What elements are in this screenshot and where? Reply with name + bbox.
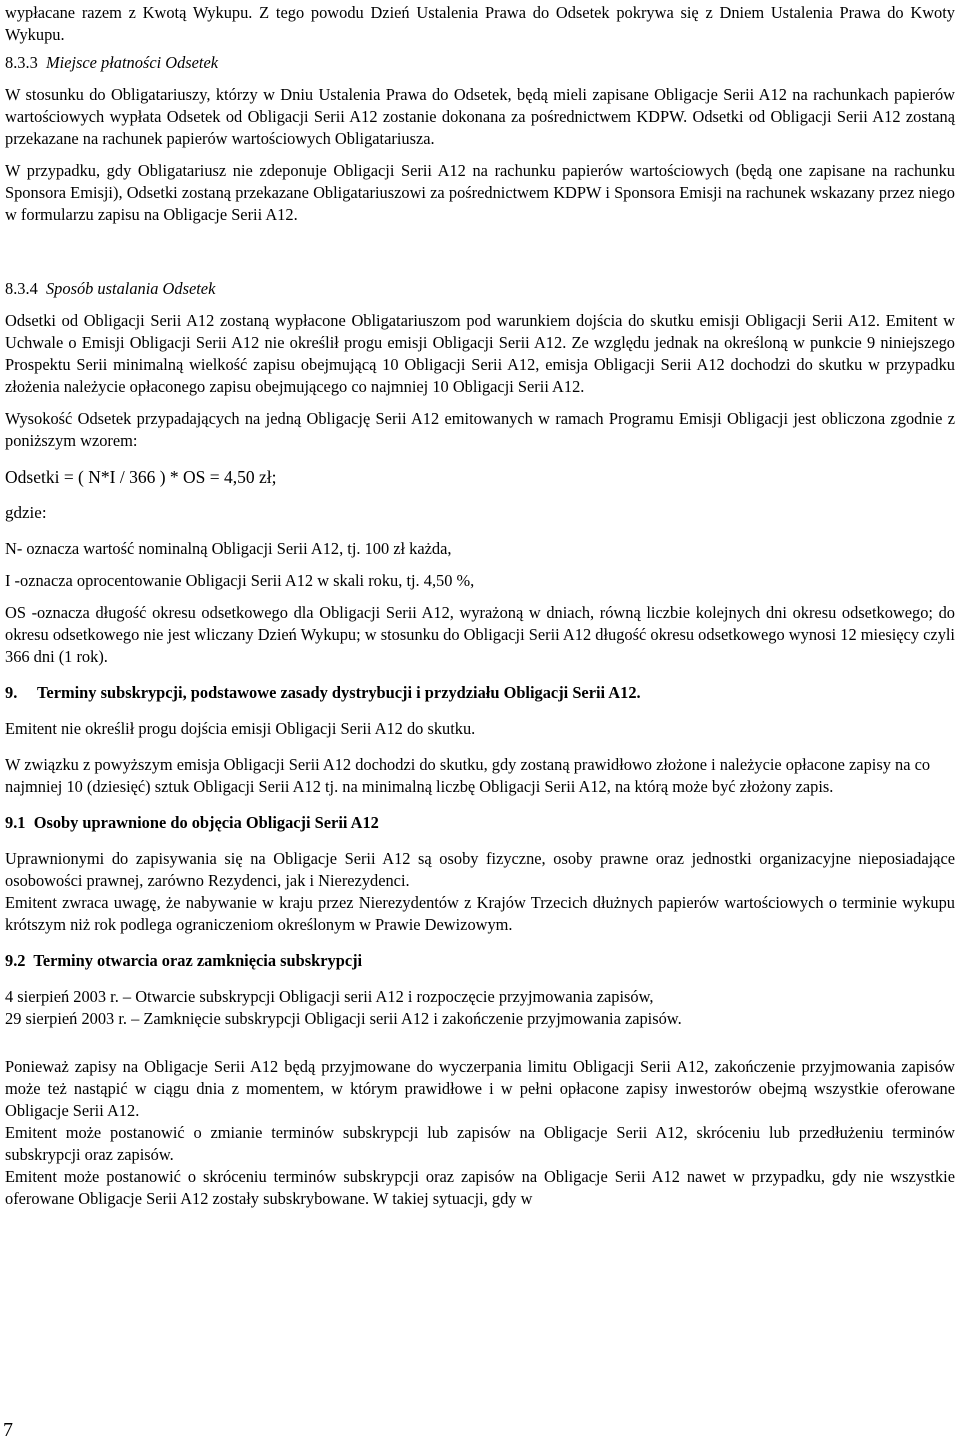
paragraph-eligible-persons: Uprawnionymi do zapisywania się na Obligacje Serii A12 są osoby fizyczne, osoby prawne oraz jednostki organizacyjne nieposiadające osobowości prawnej, zarówno Rezydenci, jak i Nierezydenci. [5,849,955,890]
section-heading-8-3-4 [5,278,955,300]
paragraph-no-threshold: Emitent nie określił progu dojścia emisji Obligacji Serii A12 do skutku. [5,719,476,738]
paragraph-change-terms: Emitent może postanowić o zmianie terminów subskrypcji lub zapisów na Obligacje Serii A12, skróceniu lub przedłużeniu terminów subskrypcji oraz zapisów. [5,1123,955,1164]
paragraph-intro: wypłacane razem z Kwotą Wykupu. Z tego powodu Dzień Ustalenia Prawa do Odsetek pokrywa się z Dniem Ustalenia Prawa do Kwoty Wykupu. [5,3,955,44]
paragraph-issue-success: W związku z powyższym emisja Obligacji Serii A12 dochodzi do skutku, gdy zostaną prawidłowo złożone i należycie opłacone zapisy na co najmniej 10 (dziesięć) sztuk Obligacji Serii A12 tj. na minimalną liczbę Obligacji Serii A12, na którą może być złożony zapis. [5,755,931,796]
section-heading-9 [5,682,955,704]
section-heading-9-2 [5,950,955,972]
section-heading-8-3-3 [5,52,955,74]
section-number: 9.1 [5,813,26,832]
section-title: Miejsce płatności Odsetek [45,53,219,72]
paragraph-interest-amount: Wysokość Odsetek przypadających na jedną Obligację Serii A12 emitowanych w ramach Programu Emisji Obligacji jest obliczona zgodnie z poniższym wzorem: [5,409,955,450]
section-number: 8.3.4 [5,279,38,298]
section-title: Terminy otwarcia oraz zamknięcia subskrypcji [33,951,363,970]
section-number: 9.2 [5,951,26,970]
page-number: 7 [3,1419,13,1441]
paragraph-no-deposit: W przypadku, gdy Obligatariusz nie zdeponuje Obligacji Serii A12 na rachunku papierów wartościowych (będą one zapisane na rachunku Sponsora Emisji), Odsetki zostaną przekazane Obligatariuszowi za pośrednictwem KDPW i Sponsora Emisji na rachunek wskazany przez niego w formularzu zapisu na Obligacje Serii A12. [5,161,955,224]
section-title: Sposób ustalania Odsetek [45,279,216,298]
definition-i: I -oznacza oprocentowanie Obligacji Serii A12 w skali roku, tj. 4,50 %, [5,571,475,590]
paragraph-payment-place: W stosunku do Obligatariuszy, którzy w Dniu Ustalenia Prawa do Odsetek, będą mieli zapisane Obligacje Serii A12 na rachunkach papierów wartościowych wypłata Odsetek od Obligacji Serii A12 zostanie dokonana za pośrednictwem KDPW. Odsetki od Obligacji Serii A12 zostaną przekazane na rachunek papierów wartościowych Obligatariusza. [5,85,955,148]
document-page [5,0,955,1210]
paragraph-non-residents: Emitent zwraca uwagę, że nabywanie w kraju przez Nierezydentów z Krajów Trzecich dłużnych papierów wartościowych o terminie wykupu krótszym niż rok podlega ograniczeniom określonym w Prawie Dewizowym. [5,893,955,934]
definition-n: N- oznacza wartość nominalną Obligacji Serii A12, tj. 100 zł każda, [5,539,452,558]
definition-os: OS -oznacza długość okresu odsetkowego dla Obligacji Serii A12, wyrażoną w dniach, równą liczbie kolejnych dni okresu odsetkowego; do okresu odsetkowego nie jest wliczany Dzień Wykupu; w stosunku do Obligacji Serii A12 długość okresu odsetkowego wynosi 12 miesięcy czyli 366 dni (1 rok). [5,603,955,666]
paragraph-interest-conditions: Odsetki od Obligacji Serii A12 zostaną wypłacone Obligatariuszom pod warunkiem dojścia do skutku emisji Obligacji Serii A12. Emitent w Uchwale o Emisji Obligacji Serii A12 nie określił progu emisji Obligacji Serii A12. Ze względu jednak na określoną w punkcie 9 niniejszego Prospektu Serii minimalną wielkość zapisu obejmującą 10 Obligacji Serii A12, emisja Obligacji Serii A12 dochodzi do skutku w przypadku złożenia należycie opłaconego zapisu obejmującego co najmniej 10 Obligacji Serii A12. [5,311,955,396]
section-number: 9. [5,683,18,702]
section-title: Osoby uprawnione do objęcia Obligacji Serii A12 [33,813,379,832]
section-title: Terminy subskrypcji, podstawowe zasady dystrybucji i przydziału Obligacji Serii A12. [37,683,641,702]
date-closing: 29 sierpień 2003 r. – Zamknięcie subskrypcji Obligacji serii A12 i zakończenie przyjmowania zapisów. [5,1009,682,1028]
interest-formula: Odsetki = ( N*I / 366 ) * OS = 4,50 zł; [5,467,277,487]
section-number: 8.3.3 [5,53,38,72]
paragraph-shorten-terms: Emitent może postanowić o skróceniu terminów subskrypcji oraz zapisów na Obligacje Serii A12 nawet w przypadku, gdy nie wszystkie oferowane Obligacje Serii A12 zostały subskrybowane. W takiej sytuacji, gdy w [5,1167,955,1208]
section-heading-9-1 [5,812,955,834]
formula-where-label: gdzie: [5,503,47,522]
paragraph-early-closing: Ponieważ zapisy na Obligacje Serii A12 będą przyjmowane do wyczerpania limitu Obligacji Serii A12, zakończenie przyjmowania zapisów może też nastąpić w ciągu dnia z momentem, w którym prawidłowe i w pełni opłacone zapisy inwestorów obejmą wszystkie oferowane Obligacje Serii A12. [5,1057,955,1120]
date-opening: 4 sierpień 2003 r. – Otwarcie subskrypcji Obligacji serii A12 i rozpoczęcie przyjmowania zapisów, [5,987,654,1006]
